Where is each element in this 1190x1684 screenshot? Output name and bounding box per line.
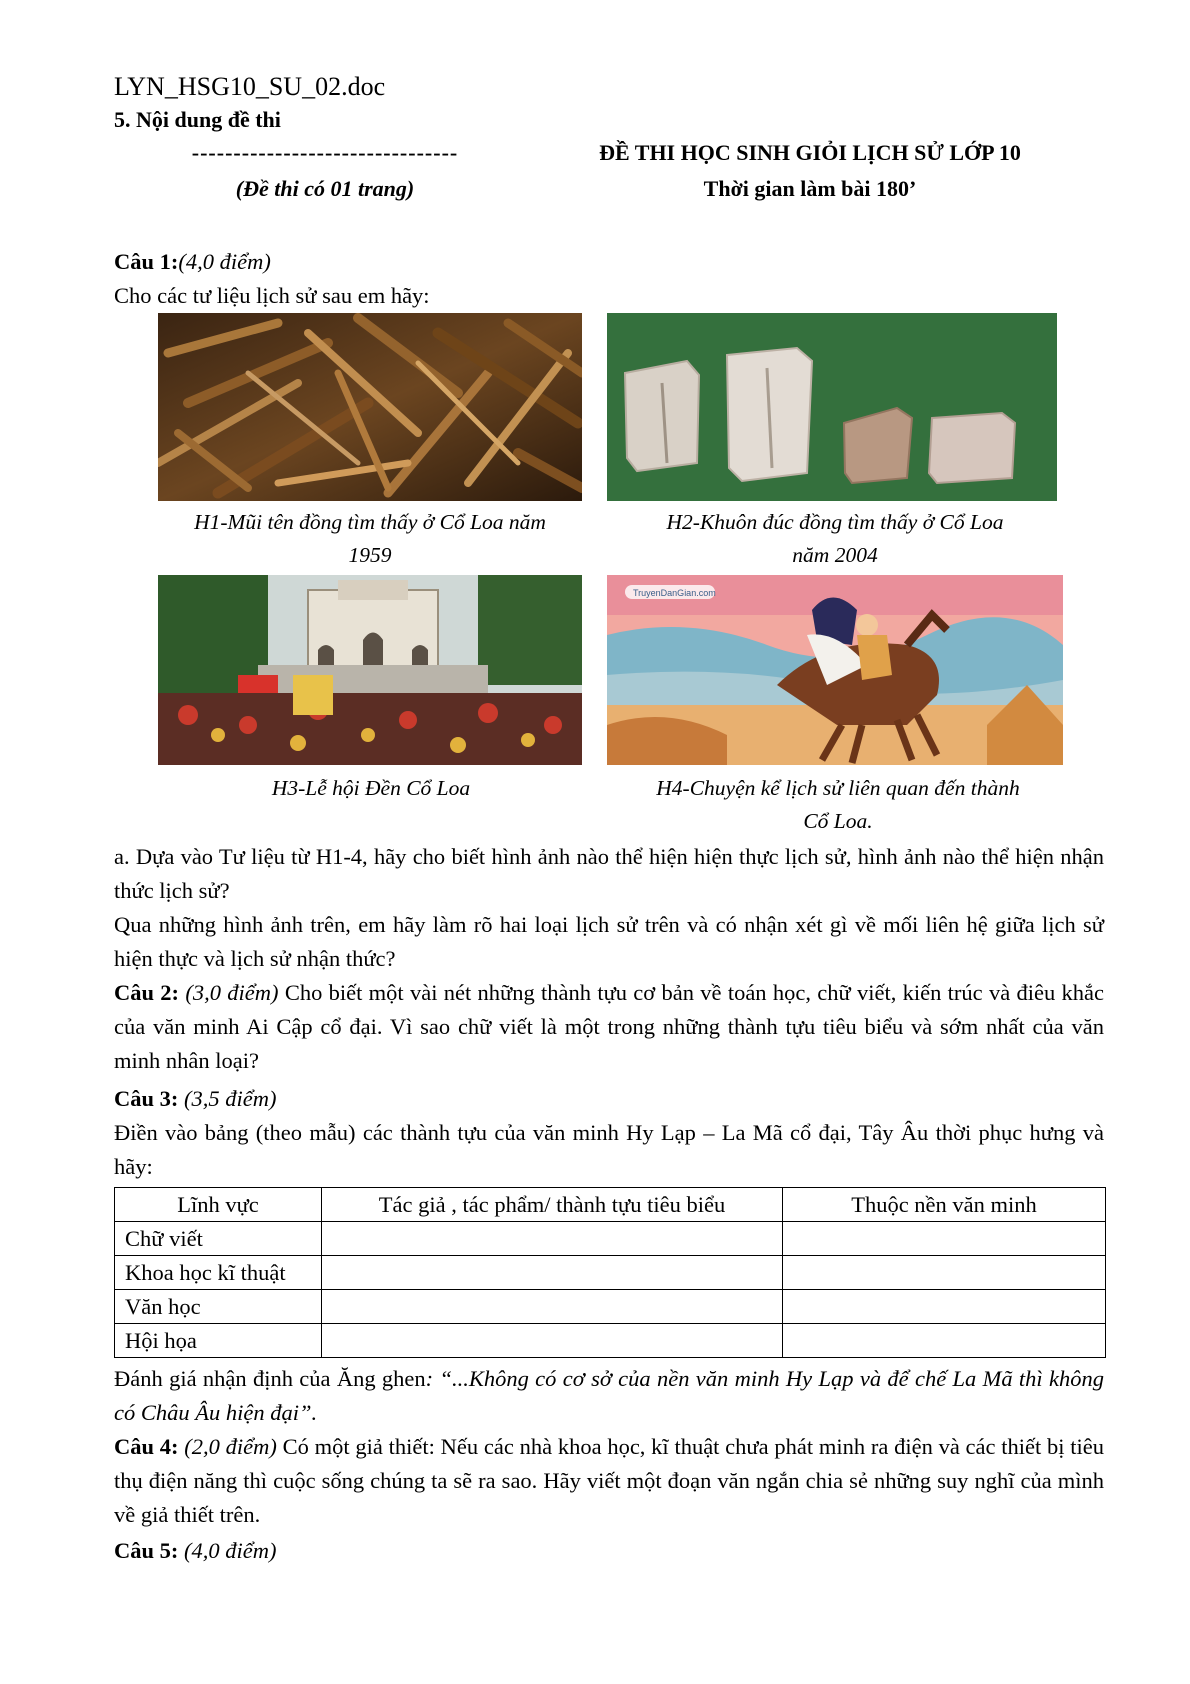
table-cell-field: Văn học xyxy=(115,1290,322,1324)
q1-intro: Cho các tư liệu lịch sử sau em hãy: xyxy=(114,283,430,308)
q4-points: (2,0 điểm) xyxy=(184,1434,277,1459)
table-row xyxy=(115,1256,1106,1290)
h1-caption xyxy=(150,506,590,572)
q5-points: (4,0 điểm) xyxy=(184,1538,277,1563)
exam-title: ĐỀ THI HỌC SINH GIỎI LỊCH SỬ LỚP 10 xyxy=(599,140,1021,165)
document-filename: LYN_HSG10_SU_02.doc xyxy=(114,72,386,101)
table-cell-field: Chữ viết xyxy=(115,1222,322,1256)
table-row xyxy=(115,1324,1106,1358)
q1-part-a2: Qua những hình ảnh trên, em hãy làm rõ hai loại lịch sử trên và có nhận xét gì về mối liên hệ giữa lịch sử hiện thực và lịch sử nhận thức? xyxy=(114,912,1104,971)
h4-caption-line1: H4-Chuyện kể lịch sử liên quan đến thành xyxy=(656,776,1020,800)
table-cell-civilization xyxy=(783,1324,1106,1358)
q3-label: Câu 3: xyxy=(114,1086,179,1111)
q3-heading xyxy=(114,1082,1104,1116)
q3-points: (3,5 điểm) xyxy=(184,1086,277,1111)
h4-watermark-text: TruyenDanGian.com xyxy=(633,588,716,598)
q5-heading xyxy=(114,1534,1104,1568)
q2-points: (3,0 điểm) xyxy=(185,980,279,1005)
h2-caption-line2: năm 2004 xyxy=(792,543,878,567)
q3-text: Điền vào bảng (theo mẫu) các thành tựu của văn minh Hy Lạp – La Mã cổ đại, Tây Âu thời phục hưng và hãy: xyxy=(114,1120,1104,1179)
h4-caption-line2: Cổ Loa. xyxy=(803,809,873,833)
h4-caption xyxy=(610,772,1066,838)
table-cell-field: Khoa học kĩ thuật xyxy=(115,1256,322,1290)
table-cell-works xyxy=(322,1324,783,1358)
q2-paragraph xyxy=(114,976,1104,1078)
q3-eval-quote: : “...Không có cơ sở của nền văn minh Hy Lạp và để chế La Mã thì không có Châu Âu hiện đại”. xyxy=(114,1366,1104,1425)
table-cell-works xyxy=(322,1256,783,1290)
section-heading: 5. Nội dung đề thi xyxy=(114,107,281,132)
h2-bronze-molds-image xyxy=(607,313,1057,501)
table-row xyxy=(115,1222,1106,1256)
q4-label: Câu 4: xyxy=(114,1434,179,1459)
q1-label: Câu 1: xyxy=(114,249,179,274)
table-cell-civilization xyxy=(783,1222,1106,1256)
table-cell-works xyxy=(322,1290,783,1324)
q2-text: Cho biết một vài nét những thành tựu cơ bản về toán học, chữ viết, kiến trúc và điêu khắc của văn minh Ai Cập cổ đại. Vì sao chữ viết là một trong những thành tựu tiêu biểu và sớm nhất của văn minh nhân loại? xyxy=(114,980,1105,1073)
table-header-works: Tác giả , tác phẩm/ thành tựu tiêu biểu xyxy=(322,1188,783,1222)
q1-heading xyxy=(114,245,1104,279)
h3-festival-image xyxy=(158,575,582,765)
page-count-note: (Đề thi có 01 trang) xyxy=(235,176,415,201)
achievements-table xyxy=(114,1187,1106,1358)
table-cell-civilization xyxy=(783,1256,1106,1290)
table-header-civilization: Thuộc nền văn minh xyxy=(783,1188,1106,1222)
header-dashes: -------------------------------- xyxy=(191,140,459,165)
table-header-row xyxy=(115,1188,1106,1222)
table-row xyxy=(115,1290,1106,1324)
q4-paragraph xyxy=(114,1430,1104,1532)
q2-label: Câu 2: xyxy=(114,980,180,1005)
q1-points: (4,0 điểm) xyxy=(178,249,271,274)
h1-caption-line1: H1-Mũi tên đồng tìm thấy ở Cổ Loa năm xyxy=(194,510,546,534)
q5-label: Câu 5: xyxy=(114,1538,179,1563)
q3-eval-prefix: Đánh giá nhận định của Ăng ghen xyxy=(114,1366,426,1391)
q1-part-a: a. Dựa vào Tư liệu từ H1-4, hãy cho biết hình ảnh nào thể hiện hiện thực lịch sử, hình ảnh nào thể hiện nhận thức lịch sử? xyxy=(114,844,1104,903)
table-cell-civilization xyxy=(783,1290,1106,1324)
table-header-field: Lĩnh vực xyxy=(115,1188,322,1222)
h2-caption-line1: H2-Khuôn đúc đồng tìm thấy ở Cổ Loa xyxy=(666,510,1004,534)
h3-caption: H3-Lễ hội Đền Cổ Loa xyxy=(271,776,471,800)
exam-time: Thời gian làm bài 180’ xyxy=(703,176,917,201)
table-cell-field: Hội họa xyxy=(115,1324,322,1358)
h1-caption-line2: 1959 xyxy=(348,543,392,567)
q4-text: Có một giả thiết: Nếu các nhà khoa học, kĩ thuật chưa phát minh ra điện và các thiết bị tiêu thụ điện năng thì cuộc sống chúng ta sẽ ra sao. Hãy viết một đoạn văn ngắn chia sẻ những suy nghĩ của mình về giả thiết trên. xyxy=(114,1434,1105,1527)
h1-arrowheads-image xyxy=(158,313,582,501)
h2-caption xyxy=(610,506,1060,572)
table-cell-works xyxy=(322,1222,783,1256)
q3-evaluation xyxy=(114,1362,1104,1430)
h4-legend-illustration xyxy=(607,575,1063,765)
